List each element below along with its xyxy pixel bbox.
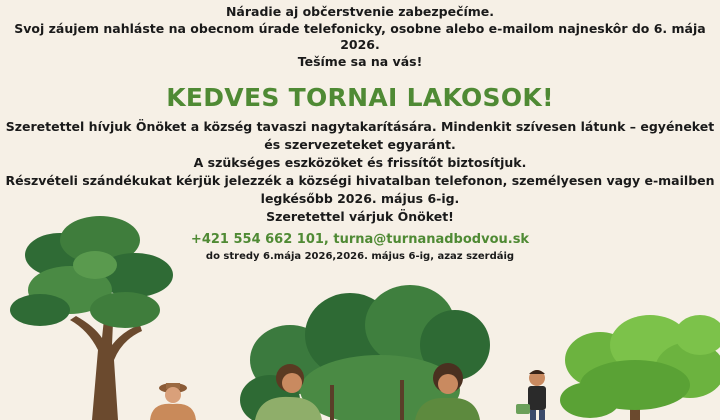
slovak-line-year: 2026. xyxy=(340,37,380,52)
left-tree-illustration xyxy=(10,216,173,420)
hungarian-line-groups: és szervezeteket egyaránt. xyxy=(264,137,456,152)
slovak-line-tools: Náradie aj občerstvenie zabezpečíme. xyxy=(225,4,495,19)
slovak-line-register: Svoj záujem nahláste na obecnom úrade telefonicky, osobne alebo e-mailom najneskôr do 6. mája xyxy=(14,20,706,36)
hungarian-line-tools: A szükséges eszközöket és frissítőt biztosítjuk. xyxy=(193,155,527,170)
watering-figure-right xyxy=(516,370,546,420)
contact-info: +421 554 662 101, turna@turnanadbodvou.sk xyxy=(190,232,530,247)
hungarian-line-invite: Szeretettel hívjuk Önöket a község tavaszi nagytakarítására. Mindenkit szívesen látunk – egyéneket xyxy=(5,119,715,134)
slovak-line-welcome: Tešíme sa na vás! xyxy=(297,53,423,69)
hungarian-line-deadline: legkésőbb 2026. május 6-ig. xyxy=(260,191,460,206)
deadline-note: do stredy 6.mája 2026,2026. május 6-ig, azaz szerdáig xyxy=(205,251,515,262)
gardener-figure-left xyxy=(150,383,196,420)
hungarian-heading: KEDVES TORNAI LAKOSOK! xyxy=(166,83,554,112)
hungarian-line-register: Részvételi szándékukat kérjük jelezzék a községi hivatalban telefonon, személyesen vagy e-mailben xyxy=(5,173,715,188)
right-tree-illustration xyxy=(560,315,720,420)
hungarian-line-welcome: Szeretettel várjuk Önöket! xyxy=(266,209,454,224)
